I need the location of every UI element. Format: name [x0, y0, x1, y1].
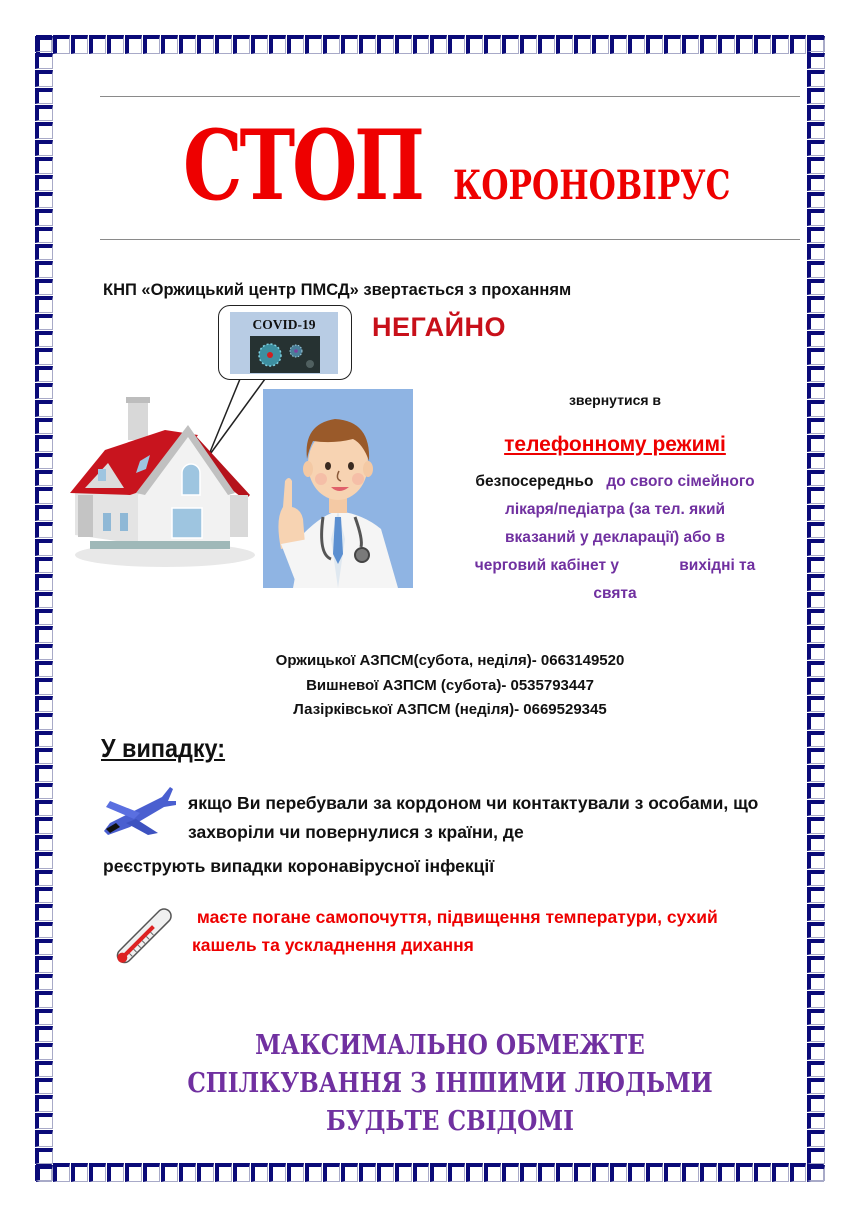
border-tile	[664, 1163, 681, 1182]
border-tile	[395, 35, 412, 54]
border-tile	[35, 122, 53, 138]
border-tile	[269, 1163, 286, 1182]
closing-line-3: БУДЬТЕ СВІДОМІ	[326, 1106, 574, 1137]
border-tile	[215, 1163, 232, 1182]
border-tile	[359, 35, 376, 54]
border-tile	[35, 835, 53, 851]
border-tile	[592, 35, 609, 54]
border-tile	[35, 505, 53, 521]
border-tile	[53, 35, 70, 54]
border-tile	[35, 626, 53, 642]
border-tile	[35, 817, 53, 833]
border-tile	[35, 314, 53, 330]
border-tile	[807, 1165, 825, 1181]
border-tile	[520, 35, 537, 54]
border-tile	[53, 1163, 70, 1182]
border-tile	[35, 592, 53, 608]
border-tile	[628, 35, 645, 54]
speech-bubble-icon	[218, 305, 352, 380]
border-tile	[35, 1009, 53, 1025]
title-stop: СТОП	[183, 109, 422, 222]
border-tile	[807, 244, 825, 260]
border-tile	[35, 53, 53, 69]
border-tile	[35, 400, 53, 416]
border-tile	[502, 35, 519, 54]
border-tile	[269, 35, 286, 54]
border-tile	[179, 1163, 196, 1182]
border-tile	[341, 1163, 358, 1182]
border-tile	[807, 557, 825, 573]
border-tile	[807, 192, 825, 208]
border-tile	[71, 1163, 88, 1182]
border-tile	[807, 731, 825, 747]
border-tile	[197, 35, 214, 54]
border-tile	[807, 53, 825, 69]
contact-list	[100, 649, 800, 723]
border-tile	[807, 366, 825, 382]
border-tile	[89, 35, 106, 54]
border-tile	[35, 991, 53, 1007]
border-tile	[197, 1163, 214, 1182]
border-tile	[430, 35, 447, 54]
border-tile	[807, 348, 825, 364]
border-tile	[807, 1078, 825, 1094]
border-tile	[35, 296, 53, 312]
border-tile	[35, 922, 53, 938]
cases-heading: У випадку:	[101, 733, 226, 763]
border-tile	[35, 852, 53, 868]
border-tile	[807, 696, 825, 712]
border-tile	[807, 175, 825, 191]
case-travel-text: якщо Ви перебували за кордоном чи контактували з особами, що захворіли чи повернулися з країни, де	[188, 793, 759, 842]
border-tile	[35, 383, 53, 399]
border-tile	[323, 1163, 340, 1182]
border-tile	[807, 487, 825, 503]
border-tile	[35, 870, 53, 886]
border-tile	[807, 522, 825, 538]
covid-label: COVID-19	[252, 317, 316, 332]
border-tile	[305, 35, 322, 54]
covid-card	[230, 312, 338, 374]
border-tile	[807, 678, 825, 694]
border-tile	[35, 140, 53, 156]
border-tile	[35, 1026, 53, 1042]
border-tile	[35, 904, 53, 920]
border-tile	[466, 1163, 483, 1182]
intro-text: КНП «Оржицький центр ПМСД» звертається з проханням	[103, 281, 572, 299]
decorative-border-bottom	[35, 1163, 825, 1182]
border-tile	[664, 35, 681, 54]
border-tile	[807, 939, 825, 955]
border-tile	[35, 974, 53, 990]
border-tile	[35, 887, 53, 903]
border-tile	[35, 713, 53, 729]
appeal-line-1: звернутися в	[568, 392, 662, 408]
border-tile	[35, 470, 53, 486]
border-tile	[35, 678, 53, 694]
appeal-phone-mode: телефонному режимі	[504, 433, 726, 456]
border-tile	[807, 765, 825, 781]
border-tile	[305, 1163, 322, 1182]
border-tile	[35, 1043, 53, 1059]
border-tile	[35, 731, 53, 747]
border-tile	[35, 765, 53, 781]
title-divider-bottom	[100, 239, 800, 240]
border-tile	[807, 400, 825, 416]
border-tile	[807, 88, 825, 104]
border-tile	[71, 35, 88, 54]
border-tile	[35, 227, 53, 243]
border-tile	[35, 88, 53, 104]
doctor-icon	[263, 389, 413, 588]
border-tile	[807, 922, 825, 938]
border-tile	[395, 1163, 412, 1182]
border-tile	[807, 870, 825, 886]
border-tile	[35, 1113, 53, 1129]
appeal-directly: безпосередньо	[475, 473, 594, 490]
border-tile	[807, 157, 825, 173]
border-tile	[610, 1163, 627, 1182]
border-tile	[125, 35, 142, 54]
contact-lazirky: Лазірківської АЗПСМ (неділя)- 0669529345	[293, 701, 607, 718]
border-tile	[35, 435, 53, 451]
border-tile	[35, 539, 53, 555]
border-tile	[35, 696, 53, 712]
border-tile	[35, 105, 53, 121]
border-tile	[682, 35, 699, 54]
border-tile	[35, 644, 53, 660]
border-tile	[430, 1163, 447, 1182]
border-tile	[718, 1163, 735, 1182]
border-tile	[628, 1163, 645, 1182]
border-tile	[35, 1078, 53, 1094]
border-tile	[35, 1061, 53, 1077]
house-icon	[70, 395, 260, 570]
border-tile	[807, 122, 825, 138]
border-tile	[107, 35, 124, 54]
border-tile	[807, 609, 825, 625]
border-tile	[143, 35, 160, 54]
border-tile	[35, 748, 53, 764]
border-tile	[161, 1163, 178, 1182]
border-tile	[807, 974, 825, 990]
appeal-line-6: черговий кабінет у вихідні та	[474, 557, 756, 574]
border-tile	[807, 331, 825, 347]
border-tile	[233, 35, 250, 54]
border-tile	[107, 1163, 124, 1182]
border-tile	[807, 713, 825, 729]
border-tile	[35, 36, 53, 52]
border-tile	[807, 1148, 825, 1164]
border-tile	[359, 1163, 376, 1182]
border-tile	[35, 192, 53, 208]
border-tile	[807, 36, 825, 52]
border-tile	[35, 157, 53, 173]
border-tile	[574, 1163, 591, 1182]
border-tile	[807, 956, 825, 972]
border-tile	[807, 644, 825, 660]
thermometer-icon	[100, 903, 180, 978]
border-tile	[35, 331, 53, 347]
border-tile	[251, 1163, 268, 1182]
border-tile	[807, 314, 825, 330]
contact-orzhytsia: Оржицької АЗПСМ(субота, неділя)- 0663149520	[275, 652, 625, 669]
border-tile	[448, 35, 465, 54]
border-tile	[556, 35, 573, 54]
border-tile	[484, 35, 501, 54]
border-tile	[718, 35, 735, 54]
border-tile	[35, 557, 53, 573]
border-tile	[807, 70, 825, 86]
border-tile	[35, 175, 53, 191]
border-tile	[323, 35, 340, 54]
border-tile	[736, 1163, 753, 1182]
title-divider-top	[100, 96, 800, 97]
border-tile	[807, 835, 825, 851]
case-travel-text-cont: реєструють випадки коронавірусної інфекції	[103, 856, 495, 876]
border-tile	[807, 626, 825, 642]
border-tile	[807, 887, 825, 903]
closing-message	[100, 1027, 800, 1141]
border-tile	[807, 505, 825, 521]
border-tile	[287, 1163, 304, 1182]
border-tile	[646, 1163, 663, 1182]
border-tile	[754, 1163, 771, 1182]
border-tile	[413, 35, 430, 54]
border-tile	[377, 35, 394, 54]
border-tile	[807, 227, 825, 243]
border-tile	[700, 1163, 717, 1182]
border-tile	[807, 991, 825, 1007]
border-tile	[35, 487, 53, 503]
border-tile	[807, 279, 825, 295]
border-tile	[807, 904, 825, 920]
border-tile	[35, 956, 53, 972]
border-tile	[35, 453, 53, 469]
border-tile	[807, 296, 825, 312]
border-tile	[502, 1163, 519, 1182]
border-tile	[807, 1095, 825, 1111]
border-tile	[807, 800, 825, 816]
decorative-border-right	[807, 35, 825, 1182]
border-tile	[807, 261, 825, 277]
border-tile	[35, 609, 53, 625]
case-symptoms-text: маєте погане самопочуття, підвищення температури, сухий кашель та ускладнення дихання	[192, 907, 723, 955]
poster-title	[183, 109, 809, 222]
border-tile	[790, 35, 807, 54]
urgent-heading: НЕГАЙНО	[372, 312, 507, 342]
border-tile	[35, 939, 53, 955]
border-tile	[807, 661, 825, 677]
border-tile	[251, 35, 268, 54]
border-tile	[35, 522, 53, 538]
title-coronavirus: КОРОНОВІРУС	[453, 162, 731, 209]
virus-icon	[250, 336, 320, 373]
border-tile	[538, 1163, 555, 1182]
border-tile	[89, 1163, 106, 1182]
border-tile	[807, 435, 825, 451]
border-tile	[790, 1163, 807, 1182]
border-tile	[35, 1095, 53, 1111]
border-tile	[807, 470, 825, 486]
border-tile	[807, 209, 825, 225]
border-tile	[143, 1163, 160, 1182]
border-tile	[377, 1163, 394, 1182]
border-tile	[807, 817, 825, 833]
border-tile	[574, 35, 591, 54]
contact-vyshneve: Вишневої АЗПСМ (субота)- 0535793447	[306, 676, 594, 694]
border-tile	[807, 574, 825, 590]
border-tile	[700, 35, 717, 54]
border-tile	[215, 35, 232, 54]
border-tile	[807, 418, 825, 434]
closing-line-1: МАКСИМАЛЬНО ОБМЕЖТЕ	[255, 1030, 645, 1061]
border-tile	[592, 1163, 609, 1182]
border-tile	[736, 35, 753, 54]
appeal-details	[425, 468, 805, 608]
border-tile	[646, 35, 663, 54]
decorative-border-top	[35, 35, 825, 54]
border-tile	[807, 1009, 825, 1025]
border-tile	[807, 539, 825, 555]
border-tile	[754, 35, 771, 54]
border-tile	[466, 35, 483, 54]
border-tile	[35, 244, 53, 260]
border-tile	[35, 1165, 53, 1181]
border-tile	[341, 35, 358, 54]
border-tile	[807, 453, 825, 469]
border-tile	[448, 1163, 465, 1182]
border-tile	[287, 35, 304, 54]
border-tile	[807, 1130, 825, 1146]
border-tile	[520, 1163, 537, 1182]
appeal-line-4: лікаря/педіатра (за тел. який	[505, 501, 725, 518]
border-tile	[556, 1163, 573, 1182]
border-tile	[807, 140, 825, 156]
border-tile	[610, 35, 627, 54]
border-tile	[125, 1163, 142, 1182]
closing-line-2: СПІЛКУВАННЯ З ІНШИМИ ЛЮДЬМИ	[187, 1068, 713, 1099]
border-tile	[35, 783, 53, 799]
border-tile	[807, 852, 825, 868]
border-tile	[807, 1026, 825, 1042]
border-tile	[35, 574, 53, 590]
border-tile	[807, 592, 825, 608]
border-tile	[35, 261, 53, 277]
border-tile	[682, 1163, 699, 1182]
appeal-line-7: свята	[593, 585, 637, 602]
border-tile	[35, 1148, 53, 1164]
border-tile	[807, 383, 825, 399]
border-tile	[807, 1113, 825, 1129]
airplane-icon	[100, 783, 180, 838]
border-tile	[413, 1163, 430, 1182]
border-tile	[807, 783, 825, 799]
border-tile	[807, 1061, 825, 1077]
border-tile	[179, 35, 196, 54]
border-tile	[807, 105, 825, 121]
border-tile	[35, 279, 53, 295]
decorative-border-left	[35, 35, 53, 1182]
appeal-line-5: вказаний у декларації) або в	[505, 529, 725, 546]
border-tile	[35, 209, 53, 225]
border-tile	[772, 35, 789, 54]
border-tile	[35, 366, 53, 382]
border-tile	[233, 1163, 250, 1182]
border-tile	[35, 800, 53, 816]
border-tile	[484, 1163, 501, 1182]
border-tile	[35, 70, 53, 86]
border-tile	[35, 661, 53, 677]
border-tile	[807, 1043, 825, 1059]
appeal-family-doctor: до свого сімейного	[606, 473, 755, 490]
border-tile	[35, 1130, 53, 1146]
border-tile	[538, 35, 555, 54]
border-tile	[35, 418, 53, 434]
border-tile	[772, 1163, 789, 1182]
border-tile	[161, 35, 178, 54]
border-tile	[807, 748, 825, 764]
border-tile	[35, 348, 53, 364]
